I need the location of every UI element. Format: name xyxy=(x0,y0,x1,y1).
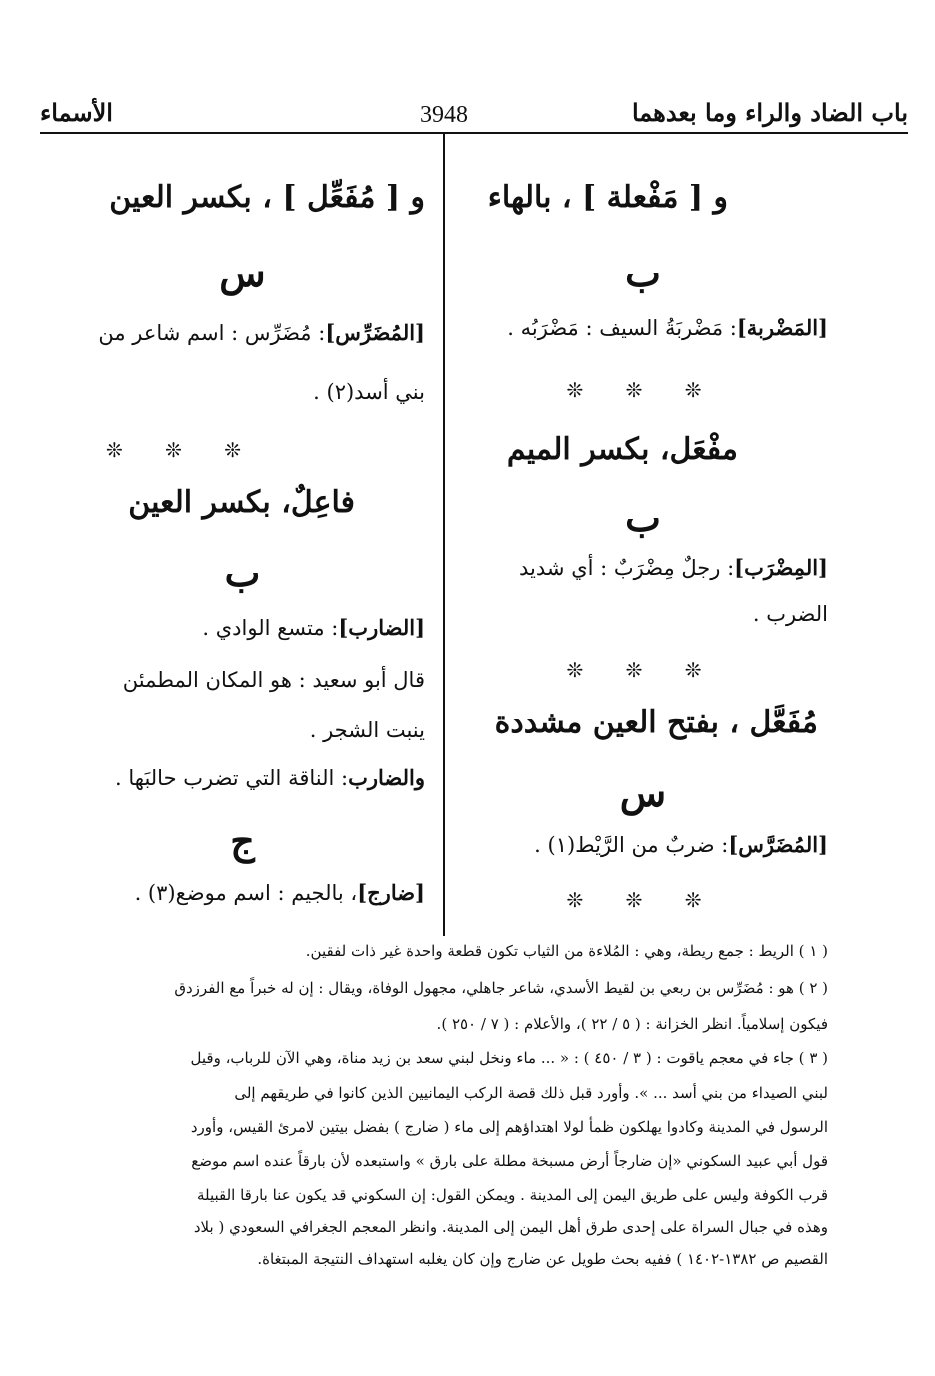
entry xyxy=(519,555,828,580)
root-letter: ب xyxy=(625,250,661,295)
entry-continuation: بني أسد(٢) . xyxy=(313,380,425,404)
entry xyxy=(507,315,828,340)
footnote-line: لبني الصيداء من بني أسد ... ». وأورد قبل ذلك قصة الركب اليمانيين الذين كانوا في طريقهم إلى xyxy=(234,1084,828,1102)
entry-text: : الناقة التي تضرب حالبَها . xyxy=(115,766,349,790)
column-divider xyxy=(443,134,445,936)
entry-continuation: الضرب . xyxy=(752,602,828,626)
entry-term: [المُضَرِّس] xyxy=(325,320,425,345)
separator-stars: ❊ ❊ ❊ xyxy=(566,888,720,912)
entry-text: : رجلٌ مِضْرَبٌ : أي شديد xyxy=(519,556,735,580)
entry-term: [المَضْربة] xyxy=(736,315,828,340)
footnote-line: القصيم ص ١٣٨٢-١٤٠٢ ) ففيه بحث طويل عن ضارج وإن كان يغلبه استهداف النتيجة المبتغاة. xyxy=(257,1250,828,1268)
footnote-line: وهذه في جبال السراة على إحدى طرق أهل اليمن إلى المدينة. وانظر المعجم الجغرافي السعودي ( بلاد xyxy=(193,1218,828,1236)
entry: قال أبو سعيد : هو المكان المطمئن xyxy=(122,668,425,692)
footnote-line: ( ٣ ) جاء في معجم ياقوت : ( ٣ / ٤٥٠ ) : « ... ماء ونخل لبني سعد بن زيد مناة، وهي الآن للرباب، وقيل xyxy=(190,1049,828,1067)
footnote-line: ( ٢ ) هو : مُضَرِّس بن ربعي بن لقيط الأسدي، شاعر جاهلي، مجهول الوفاة، ويقال : إن له خبراً مع الفرزدق xyxy=(174,979,828,997)
root-letter: ب xyxy=(625,495,661,540)
separator-stars: ❊ ❊ ❊ xyxy=(566,658,720,682)
root-letter: ج xyxy=(230,818,255,863)
footnote-line: قرب الكوفة وليس على طريق اليمن إلى المدينة . ويمكن القول: إن السكوني قد يكون عنا بارقا القبيلة xyxy=(196,1186,828,1204)
entry-continuation: ينبت الشجر . xyxy=(309,718,425,742)
page-number: 3948 xyxy=(420,102,468,128)
heading: مُفَعَّل ، بفتح العين مشددة xyxy=(494,705,818,740)
entry xyxy=(534,832,828,857)
entry xyxy=(135,880,425,905)
heading: فاعِلٌ، بكسر العين xyxy=(128,485,355,520)
entry-text: : مَضْربَةُ السيف : مَضْرَبُه . xyxy=(507,316,737,340)
entry-term: [الضارب] xyxy=(338,615,425,640)
root-letter: ب xyxy=(224,550,261,595)
entry-term: والضارب xyxy=(348,765,425,790)
entry xyxy=(202,615,425,640)
entry-text: ، بالجيم : اسم موضع(٣) . xyxy=(134,881,358,905)
separator-stars: ❊ ❊ ❊ xyxy=(106,438,259,462)
entry-text: : متسع الوادي . xyxy=(202,616,339,640)
entry-term: [المُضَرَّس] xyxy=(728,832,828,857)
entry-term: [المِضْرَب] xyxy=(734,555,828,580)
separator-stars: ❊ ❊ ❊ xyxy=(566,378,720,402)
header-rule xyxy=(40,132,908,134)
footnote-line: فيكون إسلامياً. انظر الخزانة : ( ٥ / ٢٢ )، والأعلام : ( ٧ / ٢٥٠ ). xyxy=(436,1015,828,1033)
entry-text: : مُضَرِّس : اسم شاعر من xyxy=(98,321,326,345)
section-title: باب الضاد والراء وما بعدهما xyxy=(631,98,908,127)
footnote-line: الرسول في المدينة وكادوا يهلكون ظمأ لولا اهتداؤهم إلى ماء ( ضارج ) بفضل بيتين لامرئ القيس، وأورد xyxy=(190,1118,828,1136)
root-letter: س xyxy=(219,250,266,295)
entry xyxy=(115,765,425,790)
heading: مفْعَل، بكسر الميم xyxy=(506,432,738,467)
heading: و [ مُفَعِّل ] ، بكسر العين xyxy=(109,180,425,215)
entry xyxy=(98,320,425,345)
footnote-line: قول أبي عبيد السكوني «إن ضارجاً أرض مسبخة مطلة على بارق » واستبعده لأن بارقاً عنده اسم موضع xyxy=(191,1152,828,1170)
entry-term: [ضارج] xyxy=(357,880,425,905)
footnote-line: ( ١ ) الريط : جمع ريطة، وهي : المُلاءة من الثياب تكون قطعة واحدة غير ذات لفقين. xyxy=(305,942,828,960)
entry-text: : ضربٌ من الرَّيْط(١) . xyxy=(534,833,729,857)
heading: و [ مَفْعلة ] ، بالهاء xyxy=(487,180,728,215)
category-title: الأسماء xyxy=(40,98,113,127)
root-letter: س xyxy=(619,770,667,815)
